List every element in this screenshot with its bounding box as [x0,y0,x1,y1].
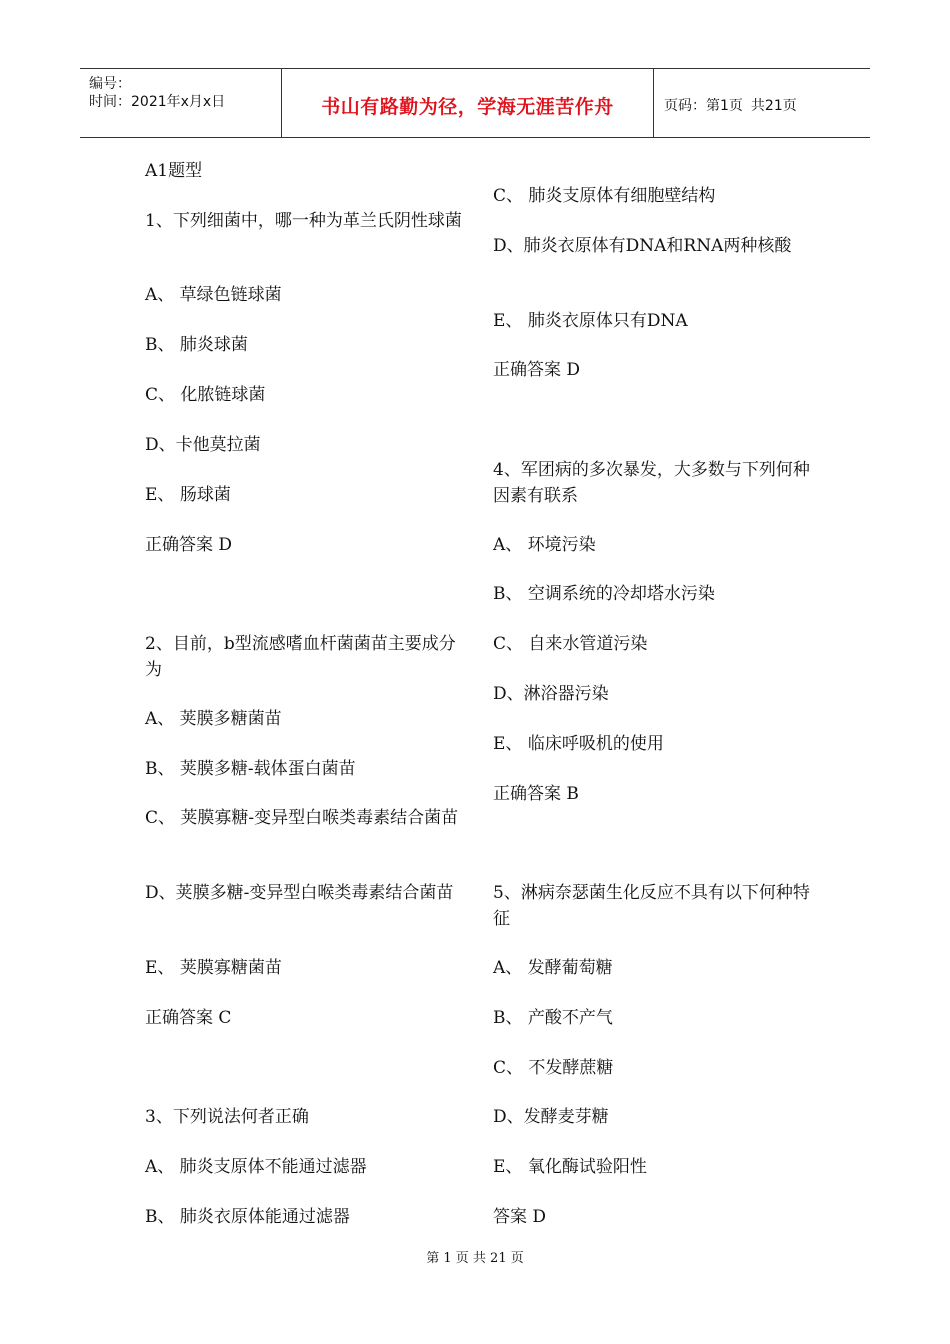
question-3-option-e: E、 肺炎衣原体只有DNA [493,311,688,331]
header-total-label: 共21页 [750,98,797,114]
page-footer: 第 1 页 共 21 页 [426,1251,524,1266]
header-page-indicator [664,95,797,115]
header-meta-cell [80,69,282,137]
question-2: 2、目前，b型流感嗜血杆菌菌苗主要成分为 [145,634,456,680]
header-page-label: 页码：第1页 [664,98,743,114]
document-date-label: 时间：2021年x月x日 [89,94,226,110]
question-3-option-c: C、 肺炎支原体有细胞壁结构 [493,186,716,206]
question-4-option-c: C、 自来水管道污染 [493,634,648,654]
question-4-option-a: A、 环境污染 [493,535,596,555]
question-3-option-b: B、 肺炎衣原体能通过滤器 [145,1207,350,1227]
question-1-option-a: A、 草绿色链球菌 [145,285,282,305]
question-1-answer: 正确答案 D [145,535,233,555]
header-page-cell [654,69,870,137]
question-1-option-c: C、 化脓链球菌 [145,385,266,405]
header-motto: 书山有路勤为径，学海无涯苦作舟 [321,96,614,118]
question-2-option-c: C、 荚膜寡糖-变异型白喉类毒素结合菌苗 [145,808,459,828]
section-heading: A1题型 [145,161,203,181]
question-1-option-b: B、 肺炎球菌 [145,335,248,355]
question-4-option-b: B、 空调系统的冷却塔水污染 [493,584,715,604]
question-3-answer: 正确答案 D [493,360,581,380]
question-5-option-c: C、 不发酵蔗糖 [493,1058,614,1078]
question-5-option-d: D、发酵麦芽糖 [493,1107,609,1127]
question-2-option-e: E、 荚膜寡糖菌苗 [145,958,282,978]
question-2-option-a: A、 荚膜多糖菌苗 [145,709,282,729]
question-4-option-d: D、淋浴器污染 [493,684,609,704]
question-4-answer: 正确答案 B [493,784,579,804]
question-5-answer: 答案 D [493,1207,547,1227]
question-2-option-d: D、荚膜多糖-变异型白喉类毒素结合菌苗 [145,883,454,903]
question-2-option-b: B、 荚膜多糖-载体蛋白菌苗 [145,759,356,779]
question-5-option-e: E、 氧化酶试验阳性 [493,1157,647,1177]
page-header [80,68,870,138]
header-motto-cell [282,69,654,137]
question-4-option-e: E、 临床呼吸机的使用 [493,734,664,754]
question-3-option-d: D、肺炎衣原体有DNA和RNA两种核酸 [493,236,792,256]
question-2-answer: 正确答案 C [145,1008,232,1028]
question-4: 4、军团病的多次暴发，大多数与下列何种因素有联系 [493,460,810,506]
question-1-option-e: E、 肠球菌 [145,485,231,505]
question-3: 3、下列说法何者正确 [145,1107,309,1127]
question-5-option-b: B、 产酸不产气 [493,1008,613,1028]
question-5-option-a: A、 发酵葡萄糖 [493,958,613,978]
question-1-option-d: D、卡他莫拉菌 [145,435,261,455]
document-number-label: 编号： [89,76,131,92]
question-5: 5、淋病奈瑟菌生化反应不具有以下何种特征 [493,883,810,929]
question-1: 1、下列细菌中，哪一种为革兰氏阴性球菌 [145,211,462,231]
question-3-option-a: A、 肺炎支原体不能通过滤器 [145,1157,367,1177]
